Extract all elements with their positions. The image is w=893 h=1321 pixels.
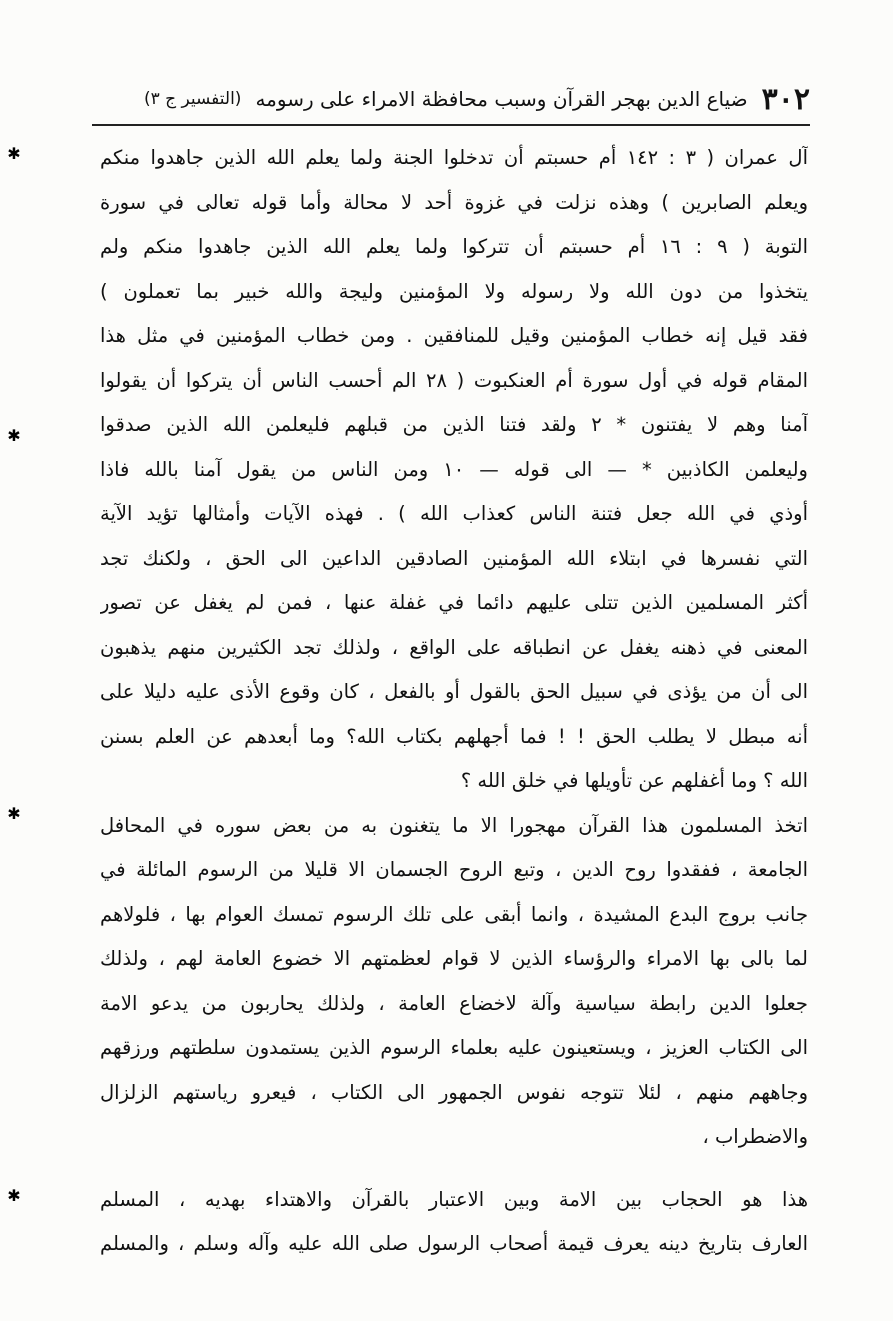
text-line: التي نفسرها في ابتلاء الله المؤمنين الصادقين الداعين الى الحق ، ولكنك تجد bbox=[100, 546, 808, 570]
text-line: أوذي في الله جعل فتنة الناس كعذاب الله ) . فهذه الآيات وأمثالها تؤيد الآية bbox=[100, 502, 808, 525]
text-line: الى الكتاب العزيز ، ويستعينون عليه بعلماء الرسوم الذين يستمدون سلطتهم ورزقهم bbox=[100, 1036, 808, 1059]
text-line: الله ؟ وما أغفلهم عن تأويلها في خلق الله ؟ bbox=[460, 769, 808, 792]
text-line: ويعلم الصابرين ) وهذه نزلت في غزوة أحد لا محالة وأما قوله تعالى في سورة bbox=[100, 190, 808, 214]
asterisk-ornament-icon: ✱ bbox=[7, 804, 21, 823]
header-rule bbox=[92, 124, 810, 126]
text-line: والاضطراب ، bbox=[702, 1125, 808, 1148]
text-line: الجامعة ، ففقدوا روح الدين ، وتبع الروح الجسمان الا قليلا من الرسوم المائلة في bbox=[100, 858, 808, 881]
text-line: وليعلمن الكاذبين * — الى قوله — ١٠ ومن الناس من يقول آمنا بالله فاذا bbox=[100, 457, 808, 481]
asterisk-ornament-icon: ✱ bbox=[7, 426, 21, 445]
running-title: ضياع الدين بهجر القرآن وسبب محافظة الامراء على رسومه bbox=[255, 87, 748, 111]
text-line: أنه مبطل لا يطلب الحق ! ! فما أجهلهم بكتاب الله؟ وما أبعدهم عن العلم بسنن bbox=[100, 724, 808, 748]
text-line: اتخذ المسلمون هذا القرآن مهجورا الا ما يتغنون به من بعض سوره في المحافل bbox=[100, 813, 808, 837]
paragraph-3 bbox=[100, 1178, 808, 1267]
text-line: جعلوا الدين رابطة سياسية وآلة لاخضاع العامة ، ولذلك يحاربون من يدعو الامة bbox=[100, 991, 808, 1015]
page-header bbox=[92, 74, 810, 124]
text-line: وجاههم منهم ، لئلا تتوجه نفوس الجمهور الى الكتاب ، فيعرو رياستهم الزلزال bbox=[100, 1080, 808, 1104]
body-text bbox=[100, 136, 808, 1267]
page-number: ٣٠٢ bbox=[761, 81, 810, 117]
text-line: العارف بتاريخ دينه يعرف قيمة أصحاب الرسول صلى الله عليه وآله وسلم ، والمسلم bbox=[100, 1232, 808, 1255]
asterisk-ornament-icon: ✱ bbox=[7, 1186, 21, 1205]
text-line: أكثر المسلمين الذين تتلى عليهم دائما في غفلة عنها ، فمن لم يغفل عن تصور bbox=[100, 591, 808, 614]
text-line: جانب بروج البدع المشيدة ، وانما أبقى على تلك الرسوم تمسك العوام بها ، فلولاهم bbox=[100, 902, 808, 926]
text-line: آل عمران ( ٣ : ١٤٢ أم حسبتم أن تدخلوا الجنة ولما يعلم الله الذين جاهدوا منكم bbox=[100, 146, 808, 169]
asterisk-ornament-icon: ✱ bbox=[7, 144, 21, 163]
text-line: هذا هو الحجاب بين الامة وبين الاعتبار بالقرآن والاهتداء بهديه ، المسلم bbox=[100, 1187, 808, 1211]
paragraph-spacer bbox=[100, 1160, 808, 1178]
paragraph-1 bbox=[100, 136, 808, 804]
volume-reference: (التفسير ج ٣) bbox=[143, 89, 242, 109]
paragraph-2 bbox=[100, 804, 808, 1160]
text-line: التوبة ( ٩ : ١٦ أم حسبتم أن تتركوا ولما يعلم الله الذين جاهدوا منكم ولم bbox=[100, 235, 808, 258]
text-line: المقام قوله في أول سورة أم العنكبوت ( ٢٨ الم أحسب الناس أن يتركوا أن يقولوا bbox=[100, 368, 808, 392]
text-line: الى أن من يؤذى في سبيل الحق بالقول أو بالفعل ، كان وقوع الأذى عليه دليلا على bbox=[100, 680, 808, 703]
text-line: المعنى في ذهنه يغفل عن انطباقه على الواقع ، ولذلك تجد الكثيرين منهم يذهبون bbox=[100, 635, 808, 659]
text-line: آمنا وهم لا يفتنون * ٢ ولقد فتنا الذين من قبلهم فليعلمن الله الذين صدقوا bbox=[100, 413, 808, 436]
text-line: يتخذوا من دون الله ولا رسوله ولا المؤمنين وليجة والله خبير بما تعملون ) bbox=[100, 279, 808, 303]
text-line: لما بالى بها الامراء والرؤساء الذين لا قوام لعظمتهم الا خضوع العامة لهم ، ولذلك bbox=[100, 947, 808, 970]
text-line: فقد قيل إنه خطاب المؤمنين وقيل للمنافقين . ومن خطاب المؤمنين في مثل هذا bbox=[100, 324, 808, 347]
